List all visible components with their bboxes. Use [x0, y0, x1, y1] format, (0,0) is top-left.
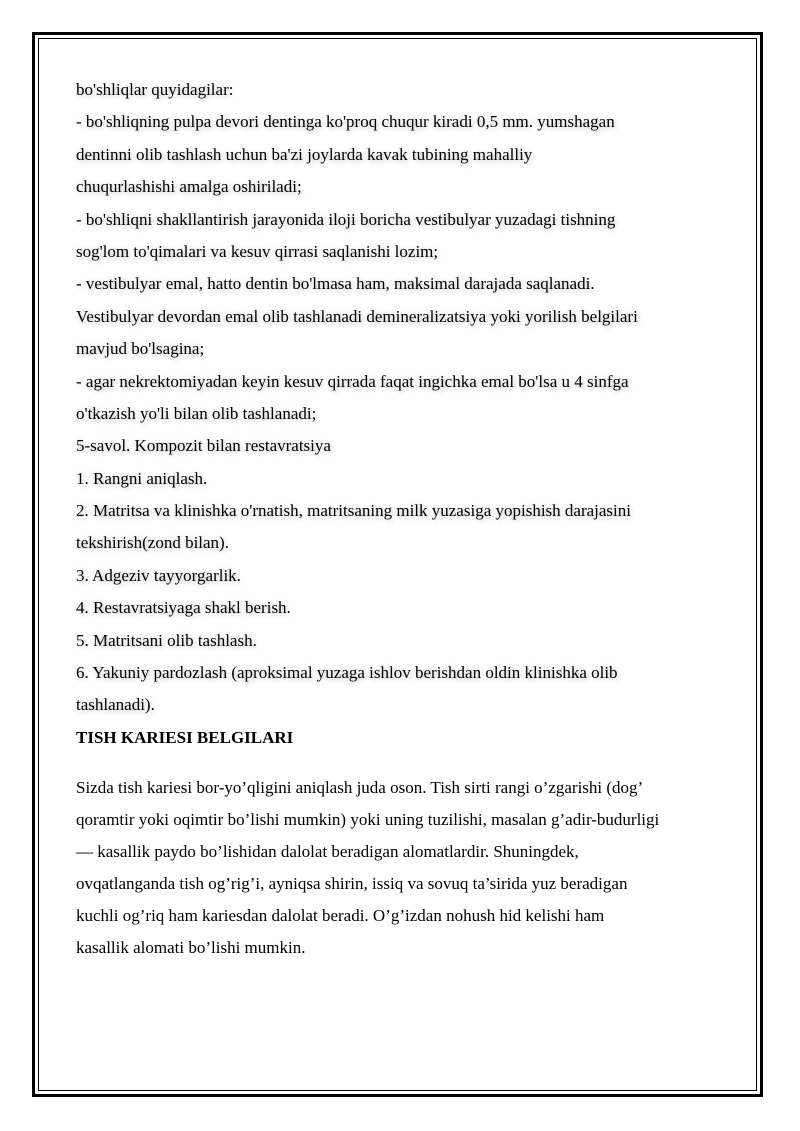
paragraph [76, 772, 736, 964]
text-line: Vestibulyar devordan emal olib tashlanadi demineralizatsiya yoki yorilish belgilari [76, 306, 638, 326]
paragraph-line: kuchli og’riq ham kariesdan dalolat beradi. O’g’izdan nohush hid kelishi ham [76, 905, 605, 925]
step-line: tashlanadi). [76, 695, 155, 715]
paragraph-line: Sizda tish kariesi bor-yo’qligini aniqlash juda oson. Tish sirti rangi o’zgarishi (dog’ [76, 777, 644, 797]
paragraph-line: ovqatlanganda tish og’rig’i, ayniqsa shirin, issiq va sovuq ta’sirida yuz beradigan [76, 873, 628, 893]
text-line: - agar nekrektomiyadan keyin kesuv qirrada faqat ingichka emal bo'lsa u 4 sinfga [76, 371, 629, 391]
text-line: sog'lom to'qimalari va kesuv qirrasi saqlanishi lozim; [76, 241, 439, 261]
text-line: - bo'shliqni shakllantirish jarayonida iloji boricha vestibulyar yuzadagi tishning [76, 209, 616, 229]
step-line: 4. Restavratsiyaga shakl berish. [76, 598, 291, 618]
text-line: dentinni olib tashlash uchun ba'zi joylarda kavak tubining mahalliy [76, 144, 533, 164]
paragraph-line: kasallik alomati bo’lishi mumkin. [76, 937, 306, 957]
text-line: - vestibulyar emal, hatto dentin bo'lmasa ham, maksimal darajada saqlanadi. [76, 274, 595, 294]
text-line: chuqurlashishi amalga oshiriladi; [76, 177, 302, 197]
step-line: tekshirish(zond bilan). [76, 533, 229, 553]
paragraph-line: — kasallik paydo bo’lishidan dalolat beradigan alomatlardir. Shuningdek, [76, 841, 579, 861]
paragraph-line: qoramtir yoki oqimtir bo’lishi mumkin) yoki uning tuzilishi, masalan g’adir-budurligi [76, 809, 660, 829]
section-title-line: 5-savol. Kompozit bilan restavratsiya [76, 436, 331, 456]
step-line: 5. Matritsani olib tashlash. [76, 630, 257, 650]
text-line: mavjud bo'lsagina; [76, 339, 205, 359]
text-line: o'tkazish yo'li bilan olib tashlanadi; [76, 403, 317, 423]
document-body [76, 74, 736, 964]
text-line: bo'shliqlar quyidagilar: [76, 80, 234, 99]
step-line: 3. Adgeziv tayyorgarlik. [76, 565, 241, 585]
step-line: 2. Matritsa va klinishka o'rnatish, matritsaning milk yuzasiga yopishish darajasini [76, 501, 631, 521]
step-line: 6. Yakuniy pardozlash (aproksimal yuzaga ishlov berishdan oldin klinishka olib [76, 663, 618, 683]
section-heading: TISH KARIESI BELGILARI [76, 727, 294, 747]
text-line: - bo'shliqning pulpa devori dentinga ko'proq chuqur kiradi 0,5 mm. yumshagan [76, 112, 615, 132]
step-line: 1. Rangni aniqlash. [76, 468, 208, 488]
procedure-list [76, 74, 736, 722]
